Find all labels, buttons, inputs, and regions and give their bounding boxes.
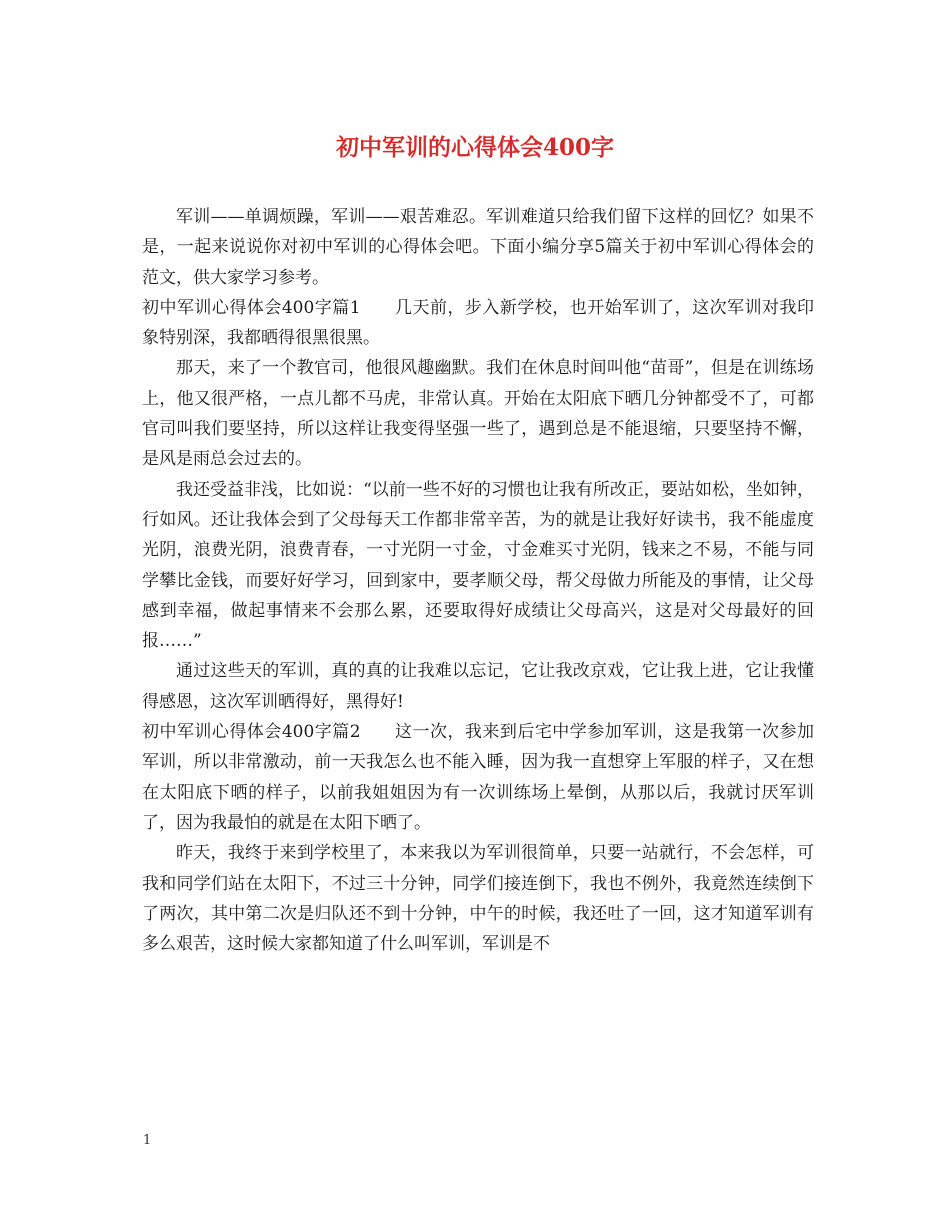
- section-1-paragraph-2: 我还受益非浅，比如说：“以前一些不好的习惯也让我有所改正，要站如松，坐如钟，行如风。还让我体会到了父母每天工作都非常辛苦，为的就是让我好好读书，我不能虚度光阴，浪费光阴，浪费青春，一寸光阴一寸金，寸金难买寸光阴，钱来之不易，不能与同学攀比金钱，而要好好学习，回到家中，要孝顺父母，帮父母做力所能及的事情，让父母感到幸福，做起事情来不会那么累，还要取得好成绩让父母高兴，这是对父母最好的回报……”: [142, 479, 814, 652]
- page-title: 初中军训的心得体会400字: [335, 134, 614, 161]
- section-2-heading: 初中军训心得体会400字篇2: [142, 722, 361, 743]
- section-1-opening: [142, 293, 814, 354]
- intro-paragraph: 军训——单调烦躁，军训——艰苦难忍。军训难道只给我们留下这样的回忆？如果不是，一起来说说你对初中军训的心得体会吧。下面小编分享5篇关于初中军训心得体会的范文，供大家学习参考。: [142, 207, 814, 288]
- article-body: [142, 202, 814, 959]
- section-2-opening: [142, 717, 814, 838]
- section-1-paragraph-3: 通过这些天的军训，真的真的让我难以忘记，它让我改京戏，它让我上进，它让我懂得感恩，这次军训晒得好，黑得好!: [142, 661, 814, 712]
- section-1-lead: 几天前，步入新学校，也开始军训了，这次军训对我印象特别深，我都晒得很黑很黑。: [142, 297, 815, 349]
- section-1-paragraph-1: 那天，来了一个教官司，他很风趣幽默。我们在休息时间叫他“苗哥”，但是在训练场上，他又很严格，一点儿都不马虎，非常认真。开始在太阳底下晒几分钟都受不了，可都官司叫我们要坚持，所以这样让我变得坚强一些了，遇到总是不能退缩，只要坚持不懈，是风是雨总会过去的。: [142, 358, 814, 470]
- section-2-paragraph-1: 昨天，我终于来到学校里了，本来我以为军训很简单，只要一站就行，不会怎样，可我和同学们站在太阳下，不过三十分钟，同学们接连倒下，我也不例外，我竟然连续倒下了两次，其中第二次是归队还不到十分钟，中午的时候，我还吐了一回，这才知道军训有多么艰苦，这时候大家都知道了什么叫军训，军训是不: [142, 843, 814, 955]
- section-2-lead: 这一次，我来到后宅中学参加军训，这是我第一次参加军训，所以非常激动，前一天我怎么也不能入睡，因为我一直想穿上军服的样子，又在想在太阳底下晒的样子，以前我姐姐因为有一次训练场上晕倒，从那以后，我就讨厌军训了，因为我最怕的就是在太阳下晒了。: [142, 722, 815, 833]
- section-1-heading: 初中军训心得体会400字篇1: [142, 297, 361, 318]
- page-number: 1: [143, 1133, 152, 1148]
